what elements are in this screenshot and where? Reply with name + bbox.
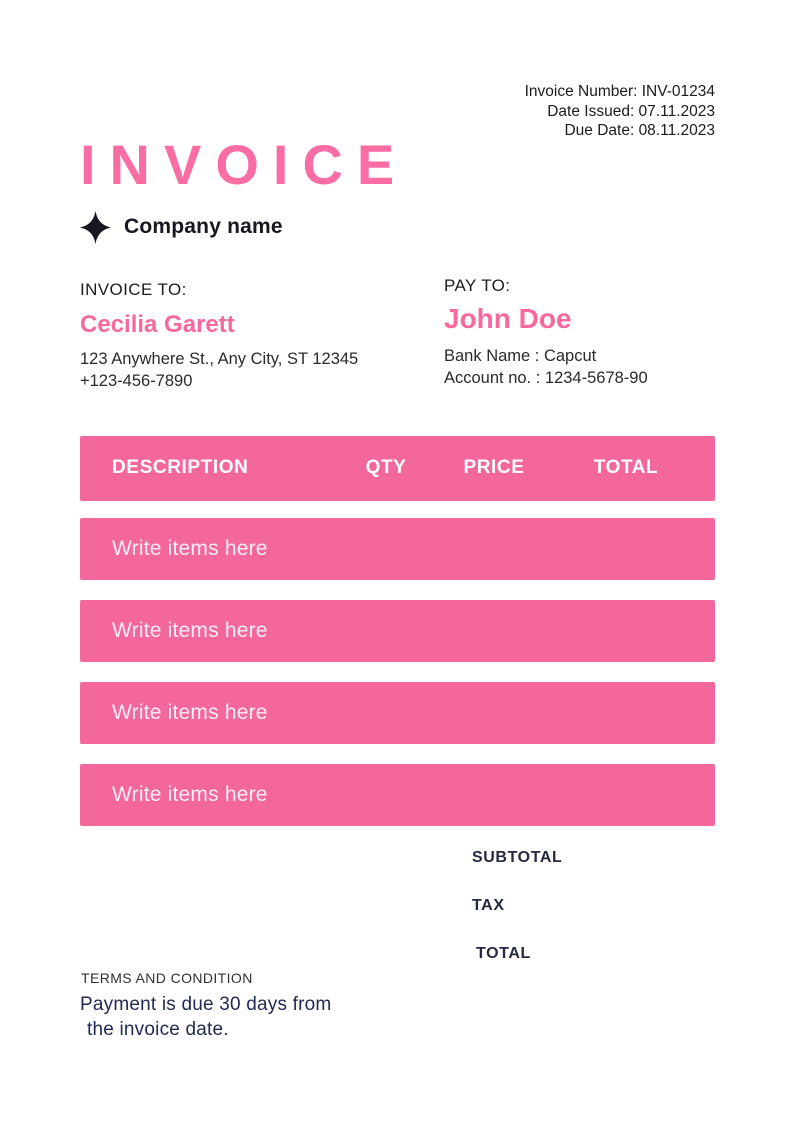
item-placeholder: Write items here <box>112 700 268 724</box>
item-placeholder: Write items here <box>112 618 268 642</box>
items-table <box>80 436 715 826</box>
company-row <box>80 211 715 244</box>
table-header <box>80 436 715 501</box>
totals-block <box>80 850 715 962</box>
account-number: Account no. : 1234-5678-90 <box>444 368 648 387</box>
invoice-number: Invoice Number: INV-01234 <box>524 83 715 100</box>
column-qty: QTY <box>365 457 407 478</box>
terms-text <box>80 992 715 1042</box>
item-row[interactable] <box>80 518 715 580</box>
invoice-title: INVOICE <box>80 132 409 196</box>
terms-line-2: the invoice date. <box>87 1018 229 1040</box>
due-date: Due Date: 08.11.2023 <box>564 122 715 139</box>
pay-to-label: PAY TO: <box>444 275 511 295</box>
bank-name: Bank Name : Capcut <box>444 346 597 365</box>
invoice-to-label: INVOICE TO: <box>80 279 187 299</box>
date-issued: Date Issued: 07.11.2023 <box>547 102 715 120</box>
client-name: Cecilia Garett <box>80 310 235 338</box>
item-placeholder: Write items here <box>112 536 268 560</box>
client-address: 123 Anywhere St., Any City, ST 12345 <box>80 349 359 368</box>
terms-line-1: Payment is due 30 days from <box>80 993 332 1015</box>
payee-name: John Doe <box>444 302 572 334</box>
item-placeholder: Write items here <box>112 782 268 806</box>
pay-to-block <box>444 276 715 392</box>
tax-label: TAX <box>472 896 505 914</box>
client-phone: +123-456-7890 <box>80 371 193 390</box>
column-total: TOTAL <box>593 457 659 478</box>
billing-section <box>80 275 715 392</box>
item-row[interactable] <box>80 600 715 662</box>
column-description: DESCRIPTION <box>112 457 249 478</box>
subtotal-label: SUBTOTAL <box>472 848 563 866</box>
sparkle-star-icon <box>80 211 111 244</box>
total-label: TOTAL <box>476 944 531 962</box>
invoice-meta <box>80 82 715 141</box>
item-row[interactable] <box>80 682 715 744</box>
terms-label: TERMS AND CONDITION <box>81 969 253 986</box>
item-row[interactable] <box>80 764 715 826</box>
invoice-to-block <box>80 280 444 392</box>
terms-block <box>80 970 715 1042</box>
column-price: PRICE <box>463 457 525 478</box>
company-name: Company name <box>124 215 283 238</box>
